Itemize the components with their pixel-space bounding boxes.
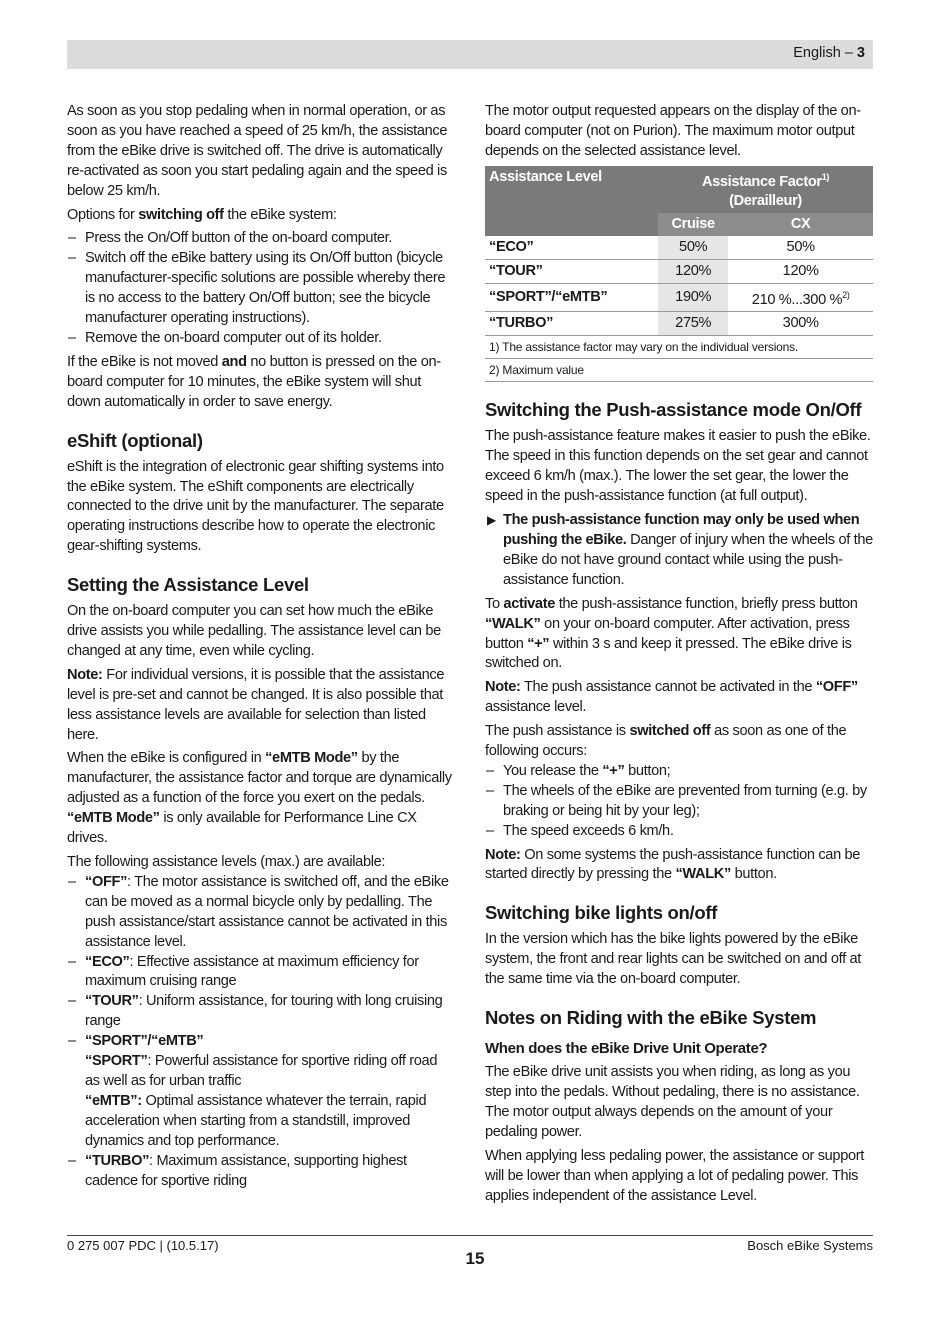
table-header-cx: CX bbox=[728, 213, 873, 236]
cell-cruise: 275% bbox=[658, 312, 728, 336]
footer-rule bbox=[67, 1235, 873, 1236]
paragraph: The push assistance is switched off as soon as one of the following occurs: bbox=[485, 723, 847, 760]
cell-cruise: 190% bbox=[658, 283, 728, 312]
right-column bbox=[485, 102, 873, 1210]
table-header-cruise: Cruise bbox=[658, 213, 728, 236]
note-paragraph: Note: On some systems the push-assistance function can be started directly by pressing the “WALK” button. bbox=[485, 846, 861, 883]
list-item: – Switch off the eBike battery using its On/Off button (bicycle manufacturer-specific solutions are possible whereby there is no access to the battery On/Off button; see the bicycle manufacturer operating instructions). bbox=[68, 250, 446, 327]
paragraph: When the eBike is configured in “eMTB Mode” by the manufacturer, the assistance factor and torque are dynamically adjusted as a function of the force you exert on the pedals. “eMTB Mode” is only available for Performance Line CX drives. bbox=[67, 750, 452, 847]
paragraph: The push-assistance feature makes it easier to push the eBike. The speed in this function depends on the set gear and cannot exceed 6 km/h (max.). The lower the set gear, the lower the speed in the push-assistance function (at full output). bbox=[485, 428, 871, 505]
cell-level: “ECO” bbox=[485, 236, 658, 260]
cell-cx: 300% bbox=[728, 312, 873, 336]
heading-push-assistance: Switching the Push-assistance mode On/Off bbox=[485, 399, 862, 421]
list-item: – “SPORT”/“eMTB” “SPORT”: Powerful assistance for sportive riding off road as well as for urban traffic “eMTB”: Optimal assistance whatever the terrain, rapid acceleration when starting from a standstill, improved dynamics and top performance. bbox=[68, 1033, 438, 1149]
list-item: – “OFF”: The motor assistance is switched off, and the eBike can be moved as a normal bicycle only by pedalling. The push assistance/start assistance cannot be activated in this assistance level. bbox=[68, 873, 449, 950]
list-item: – “ECO”: Effective assistance at maximum efficiency for maximum cruising range bbox=[68, 953, 419, 990]
assistance-table bbox=[485, 166, 873, 337]
left-column bbox=[67, 102, 453, 1195]
note-paragraph: Note: The push assistance cannot be activated in the “OFF” assistance level. bbox=[485, 679, 858, 716]
list-item: – Press the On/Off button of the on-board computer. bbox=[68, 230, 393, 247]
table-footnote-1: 1) The assistance factor may vary on the individual versions. bbox=[485, 336, 873, 359]
cell-cruise: 120% bbox=[658, 259, 728, 283]
cell-cx: 120% bbox=[728, 259, 873, 283]
warning-paragraph: ▶ The push-assistance function may only be used when pushing the eBike. Danger of injury when the wheels of the eBike do not have ground contact while using the push-assistance function. bbox=[487, 512, 873, 588]
page-header-bar bbox=[67, 40, 873, 69]
list-item: – The speed exceeds 6 km/h. bbox=[486, 822, 674, 839]
paragraph: In the version which has the bike lights powered by the eBike system, the front and rear lights can be switched on and off at the same time via the on-board computer. bbox=[485, 931, 861, 988]
heading-riding-notes: Notes on Riding with the eBike System bbox=[485, 1007, 817, 1029]
cell-cx: 210 %...300 %$^{2)}$ bbox=[728, 283, 873, 312]
cell-cruise: 50% bbox=[658, 236, 728, 260]
table-row bbox=[485, 283, 873, 312]
page-number: 15 bbox=[465, 1249, 485, 1268]
warning-triangle-icon: ▶ bbox=[487, 513, 496, 528]
paragraph: The motor output requested appears on the display of the on-board computer (not on Purion). The maximum motor output depends on the selected assistance level. bbox=[485, 103, 861, 159]
paragraph: On the on-board computer you can set how much the eBike drive assists you while pedalling. The assistance level can be changed at any time, even while cycling. bbox=[67, 603, 441, 659]
paragraph: The eBike drive unit assists you when riding, as long as you step into the pedals. Without pedaling, there is no assistance. The motor output always depends on the amount of your pedaling power. bbox=[485, 1064, 860, 1140]
list-item: – Remove the on-board computer out of its holder. bbox=[68, 329, 382, 346]
paragraph: eShift is the integration of electronic gear shifting systems into the eBike system. The eShift components are electrically connected to the drive unit by the manufacturer. The separate operating instructions describe how to operate the electronic gear-shifting systems. bbox=[67, 458, 444, 555]
list-item: – You release the “+” button; bbox=[486, 762, 671, 779]
cell-level: “SPORT”/“eMTB” bbox=[485, 283, 658, 312]
table-row bbox=[485, 259, 873, 283]
subheading-drive-unit: When does the eBike Drive Unit Operate? bbox=[485, 1040, 768, 1058]
list-item: – “TOUR”: Uniform assistance, for touring with long cruising range bbox=[68, 993, 443, 1030]
assistance-levels-list bbox=[67, 873, 453, 1192]
cell-cx: 50% bbox=[728, 236, 873, 260]
note-paragraph: Note: For individual versions, it is possible that the assistance level is pre-set and cannot be changed. It is also possible that less assistance levels are available for selection than listed here. bbox=[67, 666, 445, 743]
table-header-level: Assistance Level bbox=[485, 166, 658, 236]
footer-doc-number: 0 275 007 PDC | (10.5.17) bbox=[67, 1238, 219, 1253]
table-footnote-2: 2) Maximum value bbox=[485, 359, 873, 382]
heading-setting-assistance: Setting the Assistance Level bbox=[67, 574, 309, 596]
paragraph: As soon as you stop pedaling when in normal operation, or as soon as you have reached a speed of 25 km/h, the assistance from the eBike drive is switched off. The drive is automatically re-activated as soon you start pedaling again and the speed is below 25 km/h. bbox=[67, 103, 448, 199]
cell-level: “TURBO” bbox=[485, 312, 658, 336]
heading-bike-lights: Switching bike lights on/off bbox=[485, 902, 718, 924]
paragraph: To activate the push-assistance function, briefly press button “WALK” on your on-board computer. After activation, press button “+” within 3 s and keep it pressed. The eBike drive is switched on. bbox=[485, 595, 858, 672]
paragraph: The following assistance levels (max.) are available: bbox=[67, 854, 386, 870]
heading-eshift: eShift (optional) bbox=[67, 429, 203, 451]
switched-off-list bbox=[485, 762, 873, 842]
footer-brand: Bosch eBike Systems bbox=[747, 1238, 873, 1253]
table-header-factor: Assistance Factor$^{1)}$ (Derailleur) bbox=[658, 166, 873, 213]
table-row bbox=[485, 312, 873, 336]
paragraph: When applying less pedaling power, the assistance or support will be lower than when applying a lot of pedaling power. This applies independent of the assistance Level. bbox=[485, 1147, 864, 1204]
switch-off-list bbox=[67, 229, 453, 348]
cell-level: “TOUR” bbox=[485, 259, 658, 283]
list-item: – “TURBO”: Maximum assistance, supporting highest cadence for sportive riding bbox=[68, 1152, 407, 1189]
header-language: English – 3 bbox=[793, 45, 865, 61]
paragraph: If the eBike is not moved and no button is pressed on the on-board computer for 10 minutes, the eBike system will shut down automatically in order to save energy. bbox=[67, 353, 441, 410]
paragraph: Options for switching off the eBike system: bbox=[67, 206, 337, 223]
table-row bbox=[485, 236, 873, 260]
list-item: – The wheels of the eBike are prevented from turning (e.g. by braking or being hit by your leg); bbox=[486, 782, 867, 819]
